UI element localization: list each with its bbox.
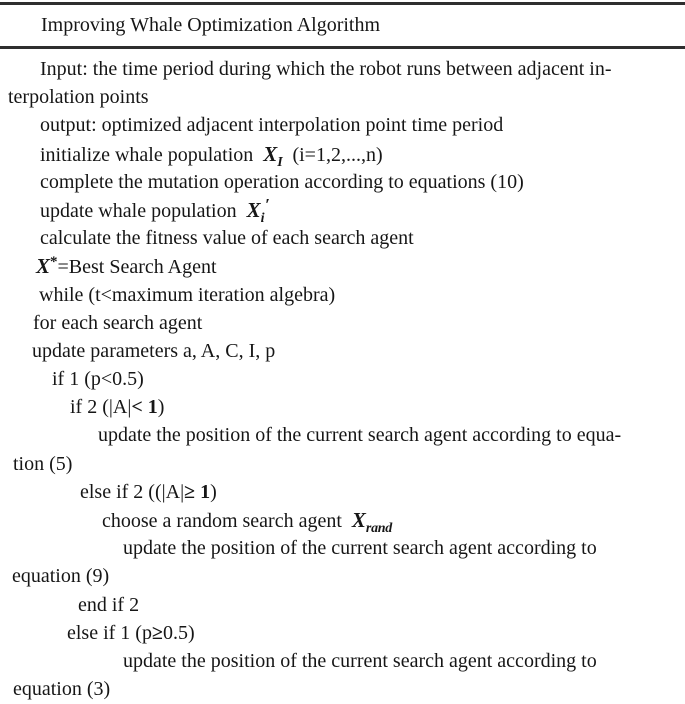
pseudocode-line — [0, 450, 685, 478]
pseudocode-line — [0, 506, 685, 534]
pseudocode-line — [0, 140, 685, 168]
pseudocode-line — [0, 111, 685, 139]
algorithm-title: Improving Whale Optimization Algorithm — [41, 14, 381, 36]
pseudocode-line — [0, 591, 685, 619]
pseudocode-line — [0, 168, 685, 196]
text-segment: else if 1 (p — [67, 621, 152, 644]
pseudocode-line — [0, 252, 685, 280]
math-prime: ′ — [265, 194, 271, 214]
pseudocode-line — [0, 619, 685, 647]
pseudocode-line — [0, 55, 685, 83]
text-segment: (i=1,2,...,n) — [282, 143, 383, 166]
text-segment: end if 2 — [78, 593, 140, 616]
pseudocode-line — [0, 337, 685, 365]
text-segment: while (t<maximum iteration algebra) — [39, 283, 336, 306]
text-segment: complete the mutation operation according to equations (10) — [40, 170, 524, 193]
text-segment: if 1 (p<0.5) — [52, 368, 144, 391]
text-segment: ) — [157, 396, 165, 419]
math-variable: X — [351, 508, 366, 532]
math-subscript: rand — [365, 521, 392, 536]
text-segment: update parameters a, A, C, I, p — [32, 339, 276, 362]
pseudocode-line — [0, 309, 685, 337]
text-segment: equation (9) — [12, 565, 110, 588]
text-segment: update the position of the current search agent according to — [123, 649, 597, 672]
math-bold-segment: < 1 — [131, 396, 158, 419]
text-segment: else if 2 ((|A| — [80, 480, 185, 503]
text-segment: equation (3) — [13, 678, 111, 701]
pseudocode-line — [0, 534, 685, 562]
pseudocode-line — [0, 647, 685, 675]
top-rule — [0, 2, 685, 5]
math-bold-segment: ≥ — [151, 621, 163, 644]
math-bold-segment: ≥ 1 — [184, 480, 211, 503]
pseudocode-line — [0, 83, 685, 111]
algorithm-body — [0, 55, 685, 703]
pseudocode-line — [0, 421, 685, 449]
text-segment: ) — [210, 480, 217, 503]
pseudocode-line — [0, 196, 685, 224]
pseudocode-line — [0, 478, 685, 506]
text-segment: choose a random search agent — [102, 510, 352, 532]
text-segment: initialize whale population — [40, 143, 264, 166]
text-segment: if 2 (|A| — [70, 396, 132, 419]
text-segment: terpolation points — [8, 86, 149, 109]
pseudocode-line — [0, 562, 685, 590]
math-variable: X — [36, 254, 51, 279]
pseudocode-line — [0, 365, 685, 393]
math-superscript: * — [50, 254, 58, 271]
text-segment: =Best Search Agent — [57, 256, 217, 279]
text-segment: update the position of the current search agent according to equa- — [98, 424, 622, 447]
text-segment: calculate the fitness value of each search agent — [40, 227, 414, 250]
text-segment: update whale population — [40, 199, 247, 222]
text-segment: Input: the time period during which the robot runs between adjacent in- — [40, 58, 612, 80]
pseudocode-line — [0, 675, 685, 703]
text-segment: output: optimized adjacent interpolation point time period — [40, 114, 504, 137]
pseudocode-line — [0, 281, 685, 309]
text-segment: tion (5) — [13, 452, 73, 475]
math-subscript: i — [260, 210, 265, 226]
pseudocode-line — [0, 224, 685, 252]
math-variable: X — [263, 141, 278, 166]
math-subscript: I — [277, 154, 283, 170]
header-rule — [0, 46, 685, 49]
text-segment: 0.5) — [162, 621, 195, 644]
pseudocode-line — [0, 393, 685, 421]
text-segment: update the position of the current search agent according to — [123, 537, 597, 560]
math-variable: X — [246, 197, 261, 222]
text-segment: for each search agent — [33, 311, 203, 334]
